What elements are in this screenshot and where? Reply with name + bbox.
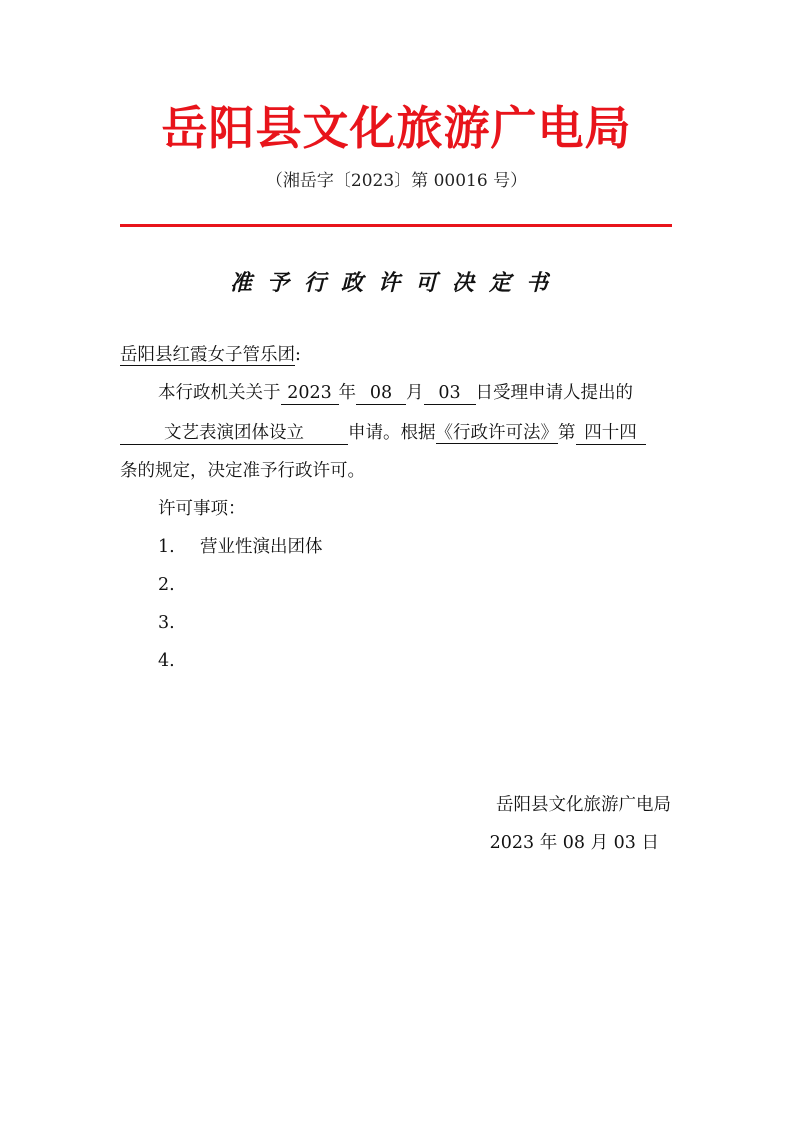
recipient-colon: : [295, 345, 301, 365]
para-text-1: 本行政机关关于 [158, 383, 281, 403]
para-text-5: 申请。根据 [348, 423, 436, 443]
recipient-name: 岳阳县红霞女子管乐团 [120, 345, 295, 365]
paragraph-line-1 [158, 380, 633, 406]
recipient-line [120, 342, 301, 368]
para-text-2: 年 [338, 383, 356, 403]
accept-month: 08 [356, 382, 406, 405]
item-number: 3. [158, 613, 175, 633]
application-type: 文艺表演团体设立 [120, 422, 348, 445]
list-item [158, 610, 200, 636]
items-heading: 许可事项： [158, 499, 246, 519]
item-number: 1. [158, 537, 175, 557]
red-divider [120, 224, 672, 227]
list-item [158, 648, 200, 674]
para-text-4: 日受理申请人提出的 [475, 383, 633, 403]
law-article: 四十四 [576, 422, 646, 445]
issuer-title: 岳阳县文化旅游广电局 [161, 101, 632, 155]
law-name: 《行政许可法》 [435, 423, 558, 443]
accept-year: 2023 [281, 382, 339, 405]
accept-day: 03 [424, 382, 476, 405]
paragraph-line-3: 条的规定，决定准予行政许可。 [120, 461, 365, 481]
document-number: （湘岳字〔2023〕第 00016 号） [265, 171, 528, 191]
para-text-6: 第 [558, 423, 576, 443]
document-title: 准予行政许可决定书 [229, 270, 563, 296]
item-number: 2. [158, 575, 175, 595]
list-item [158, 534, 323, 560]
signature-date: 2023 年 08 月 03 日 [489, 833, 659, 853]
paragraph-line-2 [120, 420, 646, 446]
para-text-3: 月 [406, 383, 424, 403]
list-item [158, 572, 200, 598]
item-text: 营业性演出团体 [200, 537, 323, 557]
signature-org: 岳阳县文化旅游广电局 [496, 795, 671, 815]
item-number: 4. [158, 651, 175, 671]
